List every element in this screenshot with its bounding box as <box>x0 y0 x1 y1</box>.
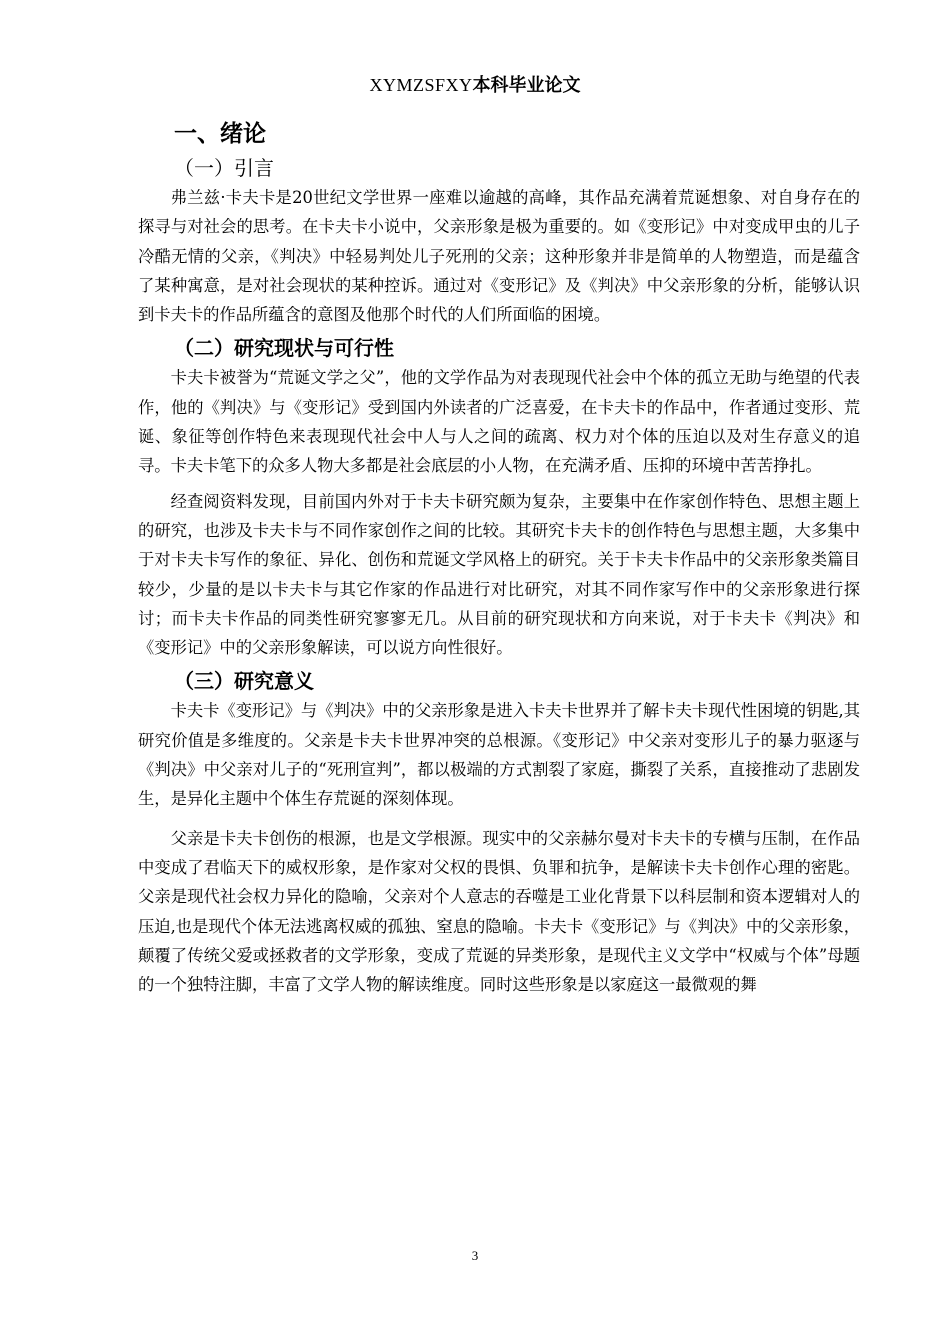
header-institution-code: XYMZSFXY <box>369 75 473 95</box>
paragraph: 经查阅资料发现，目前国内外对于卡夫卡研究颇为复杂，主要集中在作家创作特色、思想主题上的研究，也涉及卡夫卡与不同作家创作之间的比较。其研究卡夫卡的创作特色与思想主题，大多集中于对卡夫卡写作的象征、异化、创伤和荒诞文学风格上的研究。关于卡夫卡作品中的父亲形象类篇目较少，少量的是以卡夫卡与其它作家的作品进行对比研究，对其不同作家写作中的父亲形象进行探讨；而卡夫卡作品的同类性研究寥寥无几。从目前的研究现状和方向来说，对于卡夫卡《判决》和《变形记》中的父亲形象解读，可以说方向性很好。 <box>138 491 860 658</box>
header-thesis-label: 本科毕业论文 <box>472 75 581 96</box>
main-content <box>138 115 860 999</box>
subsection-title-introduction: （一）引言 <box>174 156 274 180</box>
paragraph: 卡夫卡《变形记》与《判决》中的父亲形象是进入卡夫卡世界并了解卡夫卡现代性困境的钥匙,其研究价值是多维度的。父亲是卡夫卡世界冲突的总根源。《变形记》中父亲对变形儿子的暴力驱逐与《判决》中父亲对儿子的“死刑宣判”，都以极端的方式割裂了家庭，撕裂了关系，直接推动了悲剧发生，是异化主题中个体生存荒诞的深刻体现。 <box>138 701 860 809</box>
paragraph: 弗兰兹·卡夫卡是20世纪文学世界一座难以逾越的高峰，其作品充满着荒诞想象、对自身存在的探寻与对社会的思考。在卡夫卡小说中，父亲形象是极为重要的。如《变形记》中对变成甲虫的儿子冷酷无情的父亲，《判决》中轻易判处儿子死刑的父亲；这种形象并非是简单的人物塑造，而是蕴含了某种寓意，是对社会现状的某种控诉。通过对《变形记》及《判决》中父亲形象的分析，能够认识到卡夫卡的作品所蕴含的意图及他那个时代的人们所面临的困境。 <box>138 188 860 325</box>
running-header <box>0 72 950 99</box>
paragraph: 父亲是卡夫卡创伤的根源，也是文学根源。现实中的父亲赫尔曼对卡夫卡的专横与压制，在作品中变成了君临天下的威权形象，是作家对父权的畏惧、负罪和抗争，是解读卡夫卡创作心理的密匙。父亲是现代社会权力异化的隐喻，父亲对个人意志的吞噬是工业化背景下以科层制和资本逻辑对人的压迫,也是现代个体无法逃离权威的孤独、窒息的隐喻。卡夫卡《变形记》与《判决》中的父亲形象，颠覆了传统父爱或拯救者的文学形象，变成了荒诞的异类形象，是现代主义文学中“权威与个体”母题的一个独特注脚，丰富了文学人物的解读维度。同时这些形象是以家庭这一最微观的舞 <box>138 828 860 995</box>
section-title: 一、绪论 <box>174 121 266 147</box>
page-number: 3 <box>471 1248 479 1263</box>
subsection-title-research-status: （二）研究现状与可行性 <box>174 336 394 361</box>
subsection-title-significance: （三）研究意义 <box>174 669 314 694</box>
paragraph: 卡夫卡被誉为“荒诞文学之父”，他的文学作品为对表现现代社会中个体的孤立无助与绝望的代表作，他的《判决》与《变形记》受到国内外读者的广泛喜爱，在卡夫卡的作品中，作者通过变形、荒诞、象征等创作特色来表现现代社会中人与人之间的疏离、权力对个体的压迫以及对生存意义的追寻。卡夫卡笔下的众多人物大多都是社会底层的小人物，在充满矛盾、压抑的环境中苦苦挣扎。 <box>138 368 860 476</box>
